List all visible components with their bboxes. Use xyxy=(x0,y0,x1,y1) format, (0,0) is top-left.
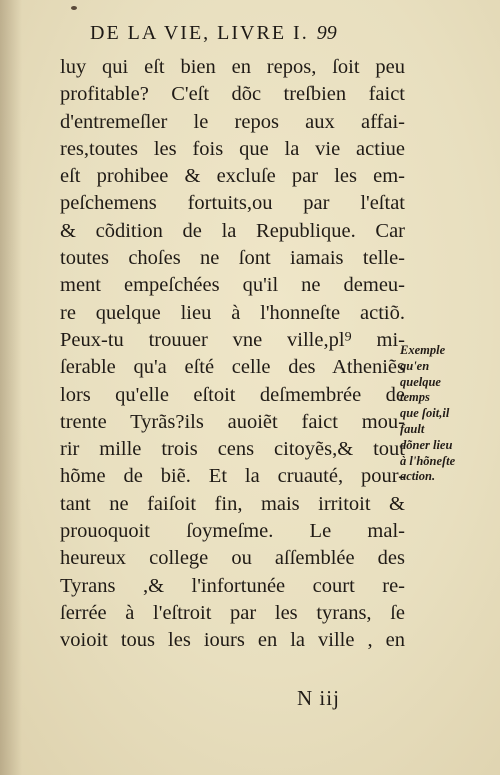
text-line: d'entremeſler le repos aux affai- xyxy=(60,110,405,133)
marginal-note-line: que ſoit,il xyxy=(400,406,450,421)
marginal-note-line: temps xyxy=(400,390,430,405)
marginal-note-line: qu'en xyxy=(400,358,430,373)
text-line: profitable? C'eſt dõc treſbien faict xyxy=(60,83,405,106)
marginal-note-line: action. xyxy=(400,469,436,484)
text-line: Tyrans ,& l'infortunée court re- xyxy=(60,574,405,597)
text-line: prouoquoit ſoymeſme. Le mal- xyxy=(60,520,405,543)
text-line: toutes choſes ne ſont iamais telle- xyxy=(60,247,405,270)
running-header xyxy=(90,22,337,45)
text-line: & cõdition de la Republique. Car xyxy=(60,219,405,242)
text-line: res,toutes les fois que la vie actiue xyxy=(60,137,405,160)
text-line: ſerable qu'a eſté celle des Atheniẽs xyxy=(60,356,405,379)
text-line: tant ne faiſoit fin, mais irritoit & xyxy=(60,492,405,515)
text-line: Peux-tu trouuer vne ville,pl⁹ mi- xyxy=(60,328,405,351)
text-line: ſerrée à l'eſtroit par les tyrans, ſe xyxy=(60,601,405,624)
page-gutter-shadow xyxy=(0,0,22,775)
main-text-block xyxy=(60,54,405,655)
text-line: voioit tous les iours en la ville , en xyxy=(60,629,405,652)
text-line: eſt prohibee & excluſe par les em- xyxy=(60,165,405,188)
text-line: hõme de biẽ. Et la cruauté, pour- xyxy=(60,465,405,488)
text-line: luy qui eſt bien en repos, ſoit peu xyxy=(60,56,405,78)
text-line: heureux college ou aſſemblée des xyxy=(60,547,405,570)
running-title: DE LA VIE, LIVRE I. xyxy=(90,22,309,44)
marginal-note-line: Exemple xyxy=(400,343,446,357)
marginal-note-line: à l'hõneſte xyxy=(400,453,456,468)
signature-mark: N iij xyxy=(297,686,340,710)
text-line: trente Tyrãs?ils auoiẽt faict mou- xyxy=(60,410,405,433)
text-line: rir mille trois cens citoyẽs,& tout xyxy=(60,438,405,461)
text-line: ment empeſchées qu'il ne demeu- xyxy=(60,274,405,297)
marginal-note-line: quelque xyxy=(400,374,441,389)
marginal-note xyxy=(400,343,490,485)
text-line: lors qu'elle eſtoit deſmembrée de xyxy=(60,383,405,406)
text-line: peſchemens fortuits,ou par l'eſtat xyxy=(60,192,405,215)
marginal-note-line: dõner lieu xyxy=(400,437,453,452)
page-number: 99 xyxy=(316,22,337,44)
marginal-note-line: fault xyxy=(400,421,425,436)
ink-spot xyxy=(71,6,77,10)
text-line: re quelque lieu à l'honneſte actiõ. xyxy=(60,301,405,324)
